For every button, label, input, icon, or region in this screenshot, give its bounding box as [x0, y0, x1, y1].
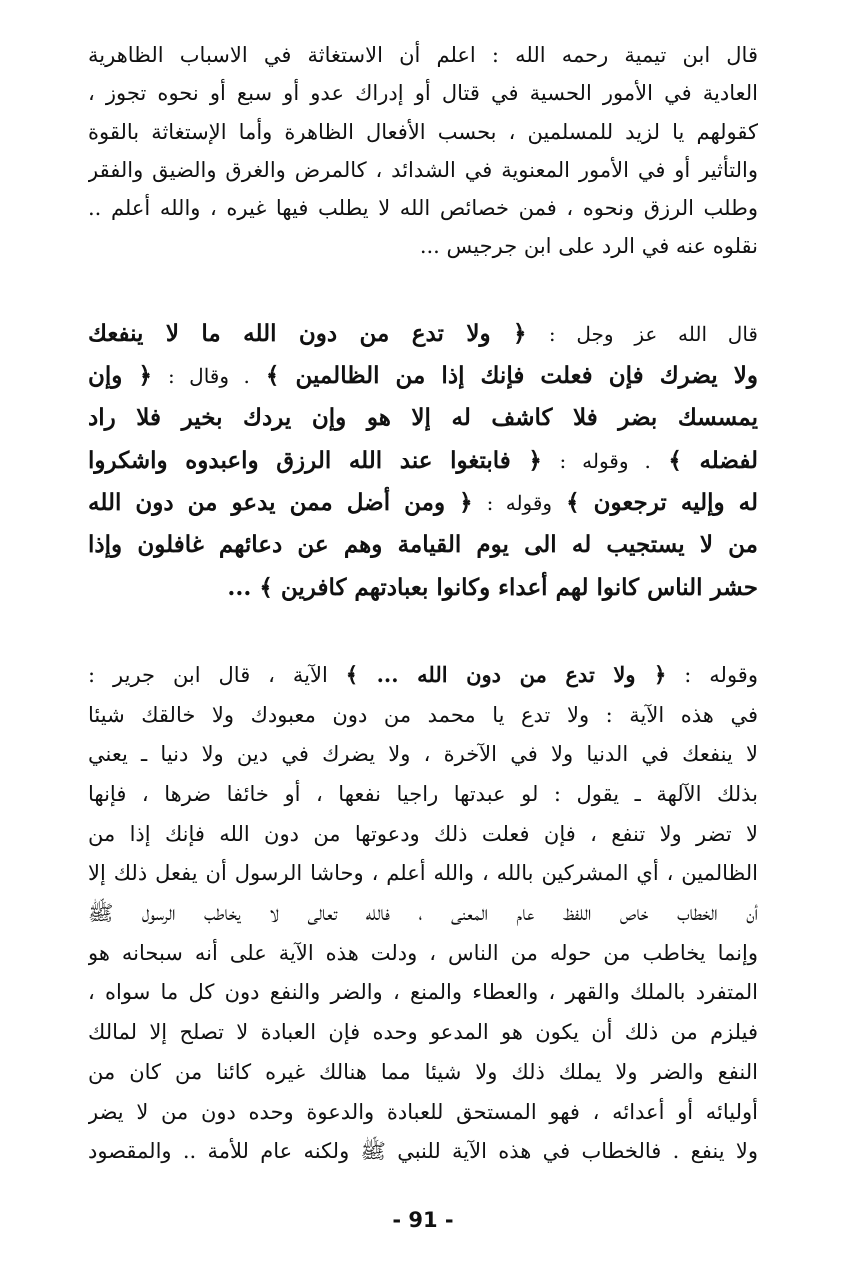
text-line: والتأثير أو في الأمور المعنوية في الشدائد ، كالمرض والغرق والضيق والفقر — [88, 157, 758, 182]
verse-text: ﴿ فابتغوا عند الله الرزق واعبدوه واشكروا — [88, 446, 542, 474]
verse-line: حشر الناس كانوا لهم أعداء وكانوا بعبادتهم كافرين ﴾ ... — [227, 573, 758, 601]
text-line: قال ابن تيمية رحمه الله : اعلم أن الاستغاثة في الاسباب الظاهرية — [88, 43, 758, 67]
verse-line: من لا يستجيب له الى يوم القيامة وهم عن دعائهم غافلون وإذا — [88, 531, 758, 559]
text-line: أوليائه أو أعدائه ، فهو المستحق للعبادة والدعوة وحده دون من لا يضر — [88, 1099, 758, 1124]
text-line: أن الخطاب خاص اللفظ عام المعنى ، فالله تعالى لا يخاطب الرسول ﷺ — [88, 901, 758, 926]
paragraph-quran-verses — [88, 313, 758, 609]
text-line — [88, 655, 758, 696]
text-line: ولا ينفع . فالخطاب في هذه الآية للنبي ﷺ ولكنه عام للأمة .. والمقصود — [88, 1139, 758, 1164]
text-line: لا تضر ولا تنفع ، فإن فعلت ذلك ودعوتها من دون الله فإنك إذا من — [88, 821, 758, 846]
verse-line — [88, 440, 758, 482]
text-line: فيلزم من ذلك أن يكون هو المدعو وحده فإن العبادة لا تصلح إلا لمالك — [88, 1020, 758, 1045]
verse-line — [88, 482, 758, 524]
text-line: وإنما يخاطب من حوله من الناس ، ودلت هذه الآية على أنه سبحانه هو — [88, 940, 758, 965]
verse-line — [88, 355, 758, 397]
page-number: - 91 - — [392, 1208, 454, 1232]
paragraph-ibn-taymiyyah — [88, 36, 758, 266]
text-line: العادية في الأمور الحسية في قتال أو إدراك عدو أو سبع أو نحوه تجوز ، — [88, 81, 758, 106]
verse-text: ﴿ ومن أضل ممن يدعو من دون الله — [88, 488, 473, 516]
text-line: نقلوه عنه في الرد على ابن جرجيس ... — [419, 234, 758, 259]
verse-text: ﴿ ولا تدع من دون الله ما لا ينفعك — [88, 319, 527, 347]
text-line: المتفرد بالملك والقهر ، والعطاء والمنع ، والضر والنفع دون كل ما سواه ، — [88, 980, 758, 1005]
verse-line — [88, 313, 758, 355]
text-line: لا ينفعك في الدنيا ولا في الآخرة ، ولا يضرك في دين ولا دنيا ـ يعني — [88, 742, 758, 767]
intro-text: . وقوله : — [559, 448, 651, 473]
verse-text: ﴿ ولا تدع من دون الله ... ﴾ — [345, 661, 667, 687]
text-line: النفع والضر ولا يملك ذلك ولا شيئا مما هنالك غيره كائنا من كان من — [88, 1059, 758, 1084]
intro-text: وقوله : — [486, 490, 553, 515]
verse-text: ﴿ وإن — [88, 362, 152, 390]
text-line: الظالمين ، أي المشركين بالله ، والله أعلم ، وحاشا الرسول أن يفعل ذلك إلا — [88, 861, 758, 886]
verse-text: ولا يضرك فإن فعلت فإنك إذا من الظالمين ﴾ — [265, 362, 758, 390]
paragraph-ibn-jarir-tafsir — [88, 655, 758, 1172]
verse-text: له وإليه ترجعون ﴾ — [566, 488, 758, 516]
text-line: كقولهم يا لزيد للمسلمين ، بحسب الأفعال الظاهرة وأما الإستغاثة بالقوة — [88, 119, 758, 144]
intro-text: . وقال : — [168, 364, 250, 389]
intro-text: قال الله عز وجل : — [548, 321, 758, 346]
intro-text: وقوله : — [684, 662, 758, 687]
page-body — [88, 36, 758, 1172]
verse-text: لفضله ﴾ — [668, 446, 758, 474]
text-line: وطلب الرزق ونحوه ، فمن خصائص الله لا يطلب فيها غيره ، والله أعلم .. — [88, 196, 758, 221]
intro-text: الآية ، قال ابن جرير : — [88, 662, 328, 687]
text-line: بذلك الآلهة ـ يقول : لو عبدتها راجيا نفعها ، أو خائفا ضرها ، فإنها — [88, 781, 758, 806]
verse-line: يمسسك بضر فلا كاشف له إلا هو وإن يردك بخير فلا راد — [88, 404, 758, 432]
text-line: في هذه الآية : ولا تدع يا محمد من دون معبودك ولا خالقك شيئا — [88, 702, 758, 727]
